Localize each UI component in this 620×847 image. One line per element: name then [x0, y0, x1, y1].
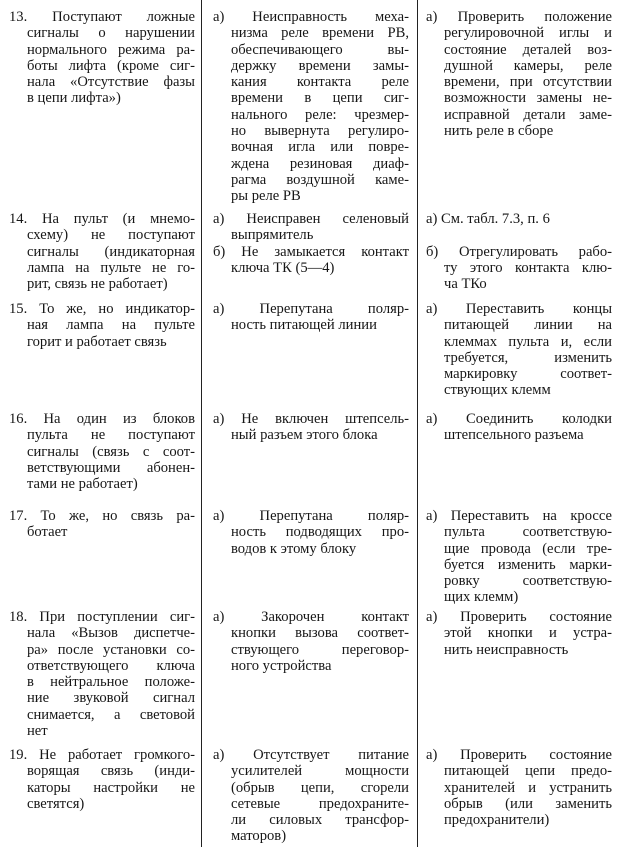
- cell-line: а) Соединить колодки: [426, 411, 612, 427]
- cell-line: обеспечивающего вы-: [231, 41, 409, 58]
- cell-line: снимается, а световой: [27, 706, 195, 723]
- cell-line: состояние деталей воз-: [444, 41, 612, 58]
- cell-line: 16. На один из блоков: [9, 411, 195, 427]
- cell-line: обрыв (или заменить: [444, 795, 612, 812]
- cell-line: рит, связь не работает): [27, 276, 168, 293]
- cell-line: [426, 227, 612, 243]
- remedy-cell: [426, 747, 612, 828]
- cell-line: а) Неисправность меха-: [213, 9, 409, 25]
- cell-line: щих клемм): [444, 589, 519, 606]
- cell-line: ние звуковой сигнал: [27, 690, 195, 707]
- cell-line: а) Перепутана поляр-: [213, 508, 409, 524]
- cell-line: ра» после установки со-: [27, 641, 195, 658]
- malfunction-cell: [9, 411, 195, 492]
- cell-line: а) Закорочен контакт: [213, 609, 409, 625]
- cell-line: требуется, изменить: [444, 349, 612, 366]
- cell-line: буется изменить марки-: [444, 556, 612, 573]
- cell-line: а) Отсутствует питание: [213, 747, 409, 763]
- cell-line: предохранители): [444, 812, 550, 829]
- cell-line: нормального режима ра-: [27, 41, 195, 58]
- cell-line: а) См. табл. 7.3, п. 6: [426, 211, 550, 227]
- cell-line: нить реле в сборе: [444, 123, 554, 140]
- cell-line: исправной детали заме-: [444, 106, 612, 123]
- cell-line: нет: [27, 723, 48, 740]
- cell-line: кнопки вызова соответ-: [231, 625, 409, 642]
- cell-line: щие провода (если тре-: [444, 540, 612, 557]
- cell-line: ровку соответствую-: [444, 573, 612, 590]
- cell-line: а) Проверить состояние: [426, 609, 612, 625]
- cell-line: светятся): [27, 795, 85, 812]
- cell-line: этой кнопки и устра-: [444, 625, 612, 642]
- remedy-cell: [426, 508, 612, 606]
- column-divider: [201, 0, 202, 847]
- cell-line: 18. При поступлении сиг-: [9, 609, 195, 625]
- cell-line: ного устройства: [231, 657, 332, 674]
- cell-line: ответствующего ключа: [27, 657, 195, 674]
- cell-line: нала «Отсутствие фазы: [27, 74, 195, 91]
- cell-line: в цепи лифта»): [27, 90, 121, 107]
- cell-line: но вывернута регулиро-: [231, 123, 409, 140]
- cell-line: схему) не поступают: [27, 227, 195, 244]
- cell-line: а) Перепутана поляр-: [213, 301, 409, 317]
- cause-cell: [213, 211, 409, 276]
- cell-line: лампа на пульте не го-: [27, 259, 195, 276]
- malfunction-cell: [9, 747, 195, 812]
- cell-line: держку времени замы-: [231, 57, 409, 74]
- cell-line: 14. На пульт (и мнемо-: [9, 211, 195, 227]
- cell-line: ключа ТК (5—4): [231, 259, 335, 276]
- cell-line: ная лампа на пульте: [27, 317, 195, 334]
- remedy-cell: [426, 211, 612, 292]
- malfunction-cell: [9, 609, 195, 739]
- cell-line: возможности замены не-: [444, 90, 612, 107]
- cell-line: ры реле РВ: [231, 188, 301, 205]
- cell-line: штепсельного разъема: [444, 427, 584, 444]
- cell-line: горит и работает связь: [27, 333, 167, 350]
- cell-line: ворящая связь (инди-: [27, 763, 195, 780]
- remedy-cell: [426, 411, 612, 444]
- malfunction-cell: [9, 508, 195, 541]
- cell-line: кания контакта реле: [231, 74, 409, 91]
- malfunction-cell: [9, 301, 195, 350]
- cell-line: маторов): [231, 828, 287, 845]
- cause-cell: [213, 301, 409, 334]
- cause-cell: [213, 609, 409, 674]
- cause-cell: [213, 747, 409, 845]
- cell-line: времени, при отсутствии: [444, 74, 612, 91]
- cell-line: сигналы о нарушении: [27, 25, 195, 42]
- cell-line: клеммах пульта и, если: [444, 333, 612, 350]
- cell-line: ждена резиновая диаф-: [231, 155, 409, 172]
- cell-line: питающей цепи предо-: [444, 763, 612, 780]
- cell-line: ствующего переговор-: [231, 641, 409, 658]
- cell-line: пульта соответствую-: [444, 524, 612, 541]
- cell-line: боты лифта (кроме сиг-: [27, 57, 195, 74]
- cell-line: 15. То же, но индикатор-: [9, 301, 195, 317]
- remedy-cell: [426, 9, 612, 139]
- cell-line: тами не работает): [27, 476, 138, 493]
- cell-line: ность подводящих про-: [231, 524, 409, 541]
- cell-line: 13. Поступают ложные: [9, 9, 195, 25]
- remedy-cell: [426, 609, 612, 658]
- cell-line: рагма воздушной каме-: [231, 171, 409, 188]
- cause-cell: [213, 508, 409, 557]
- cell-line: водов к этому блоку: [231, 540, 357, 557]
- cause-cell: [213, 411, 409, 444]
- cell-line: а) Переставить концы: [426, 301, 612, 317]
- cell-line: усилителей мощности: [231, 763, 409, 780]
- cell-line: сигналы (связь с соот-: [27, 443, 195, 460]
- cell-line: ность питающей линии: [231, 317, 377, 334]
- cell-line: хранителей и устранить: [444, 779, 612, 796]
- cell-line: пульта не поступают: [27, 427, 195, 444]
- cell-line: ствующих клемм: [444, 382, 551, 399]
- cell-line: ботает: [27, 524, 68, 541]
- cell-line: нального реле: чрезмер-: [231, 106, 409, 123]
- cell-line: ча ТКо: [444, 276, 487, 293]
- cell-line: вочная игла или повре-: [231, 139, 409, 156]
- cell-line: сетевые предохраните-: [231, 795, 409, 812]
- cell-line: маркировку соответ-: [444, 366, 612, 383]
- cell-line: 19. Не работает громкого-: [9, 747, 195, 763]
- cell-line: ветствующими абонен-: [27, 459, 195, 476]
- cell-line: регулировочной иглы и: [444, 25, 612, 42]
- cell-line: низма реле времени РВ,: [231, 25, 409, 42]
- cell-line: душной камеры, реле: [444, 57, 612, 74]
- cell-line: выпрямитель: [231, 227, 314, 244]
- cell-line: ли силовых трансфор-: [231, 812, 409, 829]
- cell-line: а) Не включен штепсель-: [213, 411, 409, 427]
- cell-line: сигналы (индикаторная: [27, 243, 195, 260]
- malfunction-cell: [9, 9, 195, 107]
- cell-line: в нейтральное положе-: [27, 674, 195, 691]
- cell-line: б) Не замыкается контакт: [213, 243, 409, 260]
- cause-cell: [213, 9, 409, 205]
- cell-line: а) Проверить положение: [426, 9, 612, 25]
- cell-line: ту этого контакта клю-: [444, 259, 612, 276]
- cell-line: нить неисправность: [444, 641, 569, 658]
- remedy-cell: [426, 301, 612, 399]
- cell-line: каторы настройки не: [27, 779, 195, 796]
- cell-line: питающей линии на: [444, 317, 612, 334]
- cell-line: а) Переставить на кроссе: [426, 508, 612, 524]
- cell-line: а) Неисправен селеновый: [213, 211, 409, 227]
- column-divider: [417, 0, 418, 847]
- cell-line: б) Отрегулировать рабо-: [426, 243, 612, 260]
- cell-line: 17. То же, но связь ра-: [9, 508, 195, 524]
- malfunction-cell: [9, 211, 195, 292]
- cell-line: (обрыв цепи, сгорели: [231, 779, 409, 796]
- cell-line: нала «Вызов диспетче-: [27, 625, 195, 642]
- cell-line: а) Проверить состояние: [426, 747, 612, 763]
- cell-line: ный разъем этого блока: [231, 427, 378, 444]
- cell-line: времени в цепи сиг-: [231, 90, 409, 107]
